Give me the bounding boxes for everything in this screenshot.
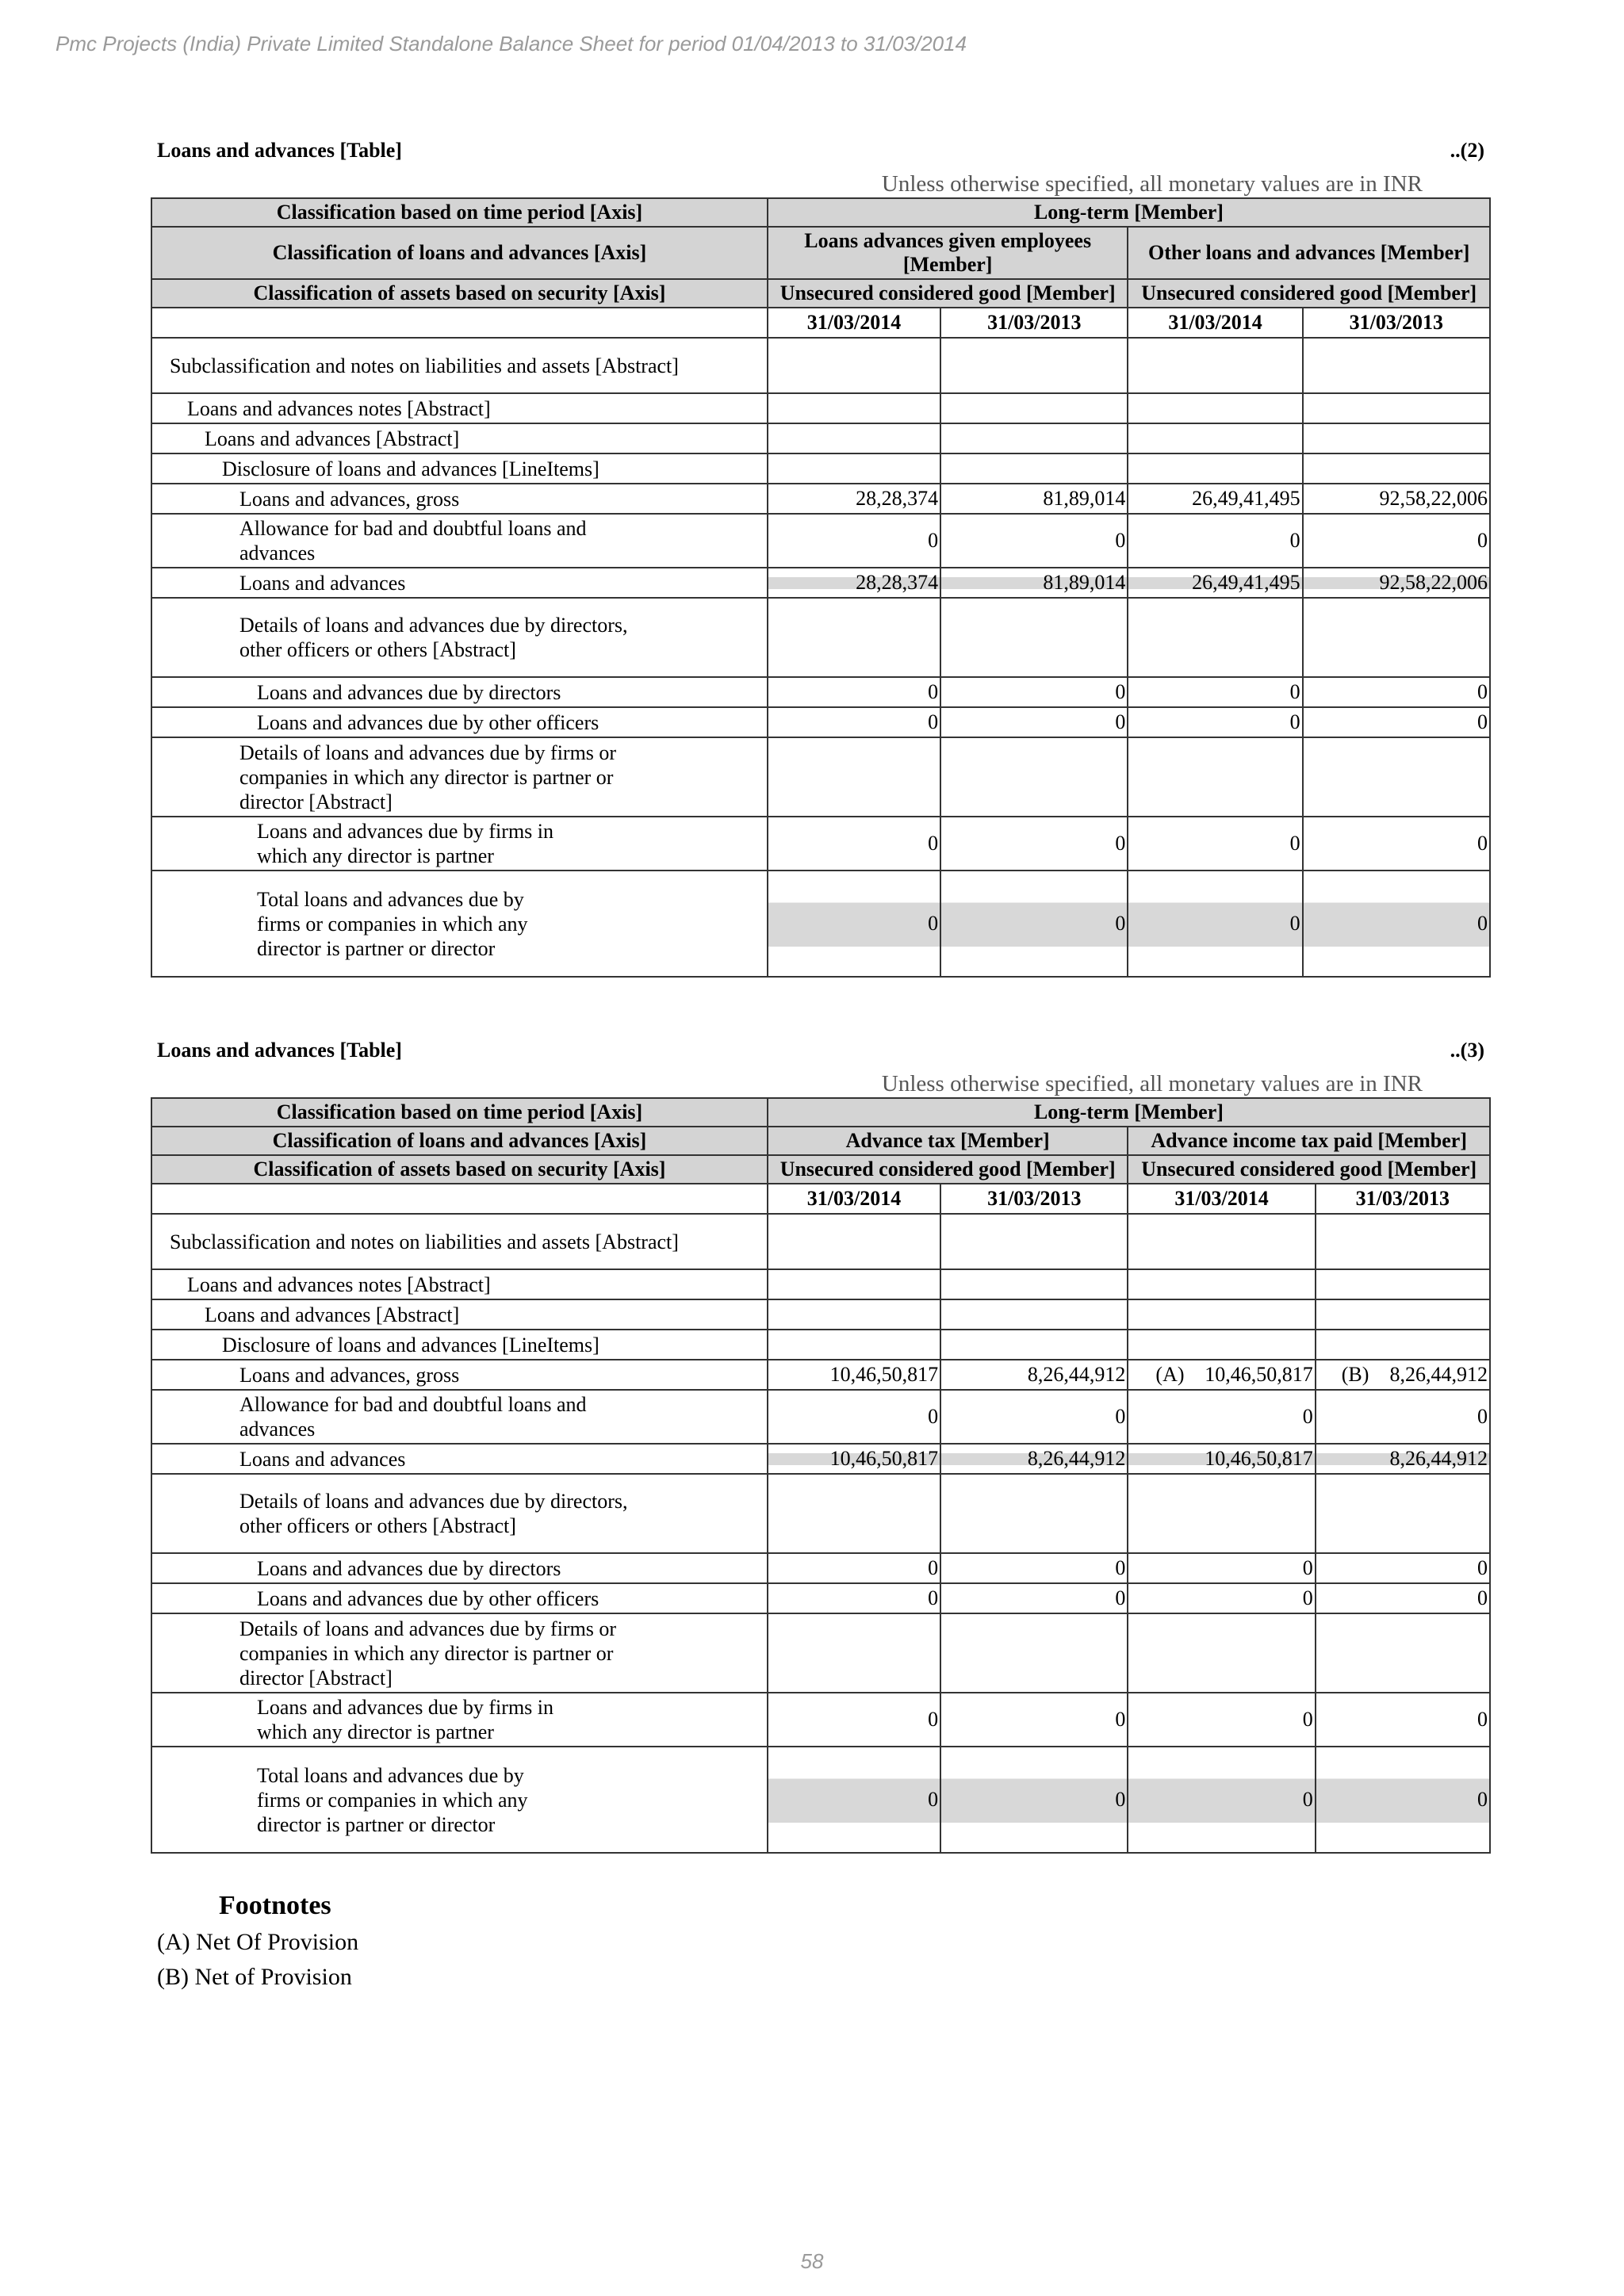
currency-note: Unless otherwise specified, all monetary values are in INR [881, 1071, 1423, 1096]
cell-value: 8,26,44,912 [1316, 1444, 1490, 1474]
cell-value: 0 [768, 1693, 940, 1747]
table-row [151, 514, 1490, 568]
row-label: Loans and advances due by firms in which any director is partner [151, 1693, 768, 1747]
cell-value: 0 [940, 1747, 1128, 1853]
cell-value: 0 [940, 514, 1128, 568]
security-b: Unsecured considered good [Member] [1128, 279, 1490, 308]
date-header-blank [151, 308, 768, 338]
footnote-item: (B) Net of Provision [157, 1964, 352, 1990]
footnote-ref[interactable]: (A) [1155, 1363, 1185, 1386]
table-row [151, 1360, 1490, 1390]
row-label: Details of loans and advances due by firms or companies in which any director is partner or director [Abstract] [151, 737, 768, 817]
cell-value: 0 [768, 677, 940, 707]
cell-value: 0 [940, 817, 1128, 871]
table-title-bar [151, 1039, 1491, 1070]
row-label: Loans and advances [151, 1444, 768, 1474]
cell-value: 0 [1303, 514, 1490, 568]
cell-value: 0 [1128, 871, 1302, 977]
cell-value: 0 [1128, 1747, 1315, 1853]
row-label: Disclosure of loans and advances [LineItems] [151, 453, 768, 484]
date-header: 31/03/2013 [940, 1184, 1128, 1214]
member-time: Long-term [Member] [768, 198, 1490, 227]
row-label: Loans and advances, gross [151, 1360, 768, 1390]
cell-value: 0 [1316, 1553, 1490, 1583]
cell-value: 28,28,374 [768, 484, 940, 514]
table-row [151, 1299, 1490, 1330]
security-b: Unsecured considered good [Member] [1128, 1155, 1490, 1184]
cell-value: 92,58,22,006 [1303, 484, 1490, 514]
cell-value: 0 [940, 871, 1128, 977]
date-header: 31/03/2013 [1316, 1184, 1490, 1214]
cell-value: 10,46,50,817 [768, 1360, 940, 1390]
table-title: Loans and advances [Table] [157, 1039, 402, 1062]
currency-note: Unless otherwise specified, all monetary values are in INR [881, 171, 1423, 197]
row-label: Details of loans and advances due by firms or companies in which any director is partner or director [Abstract] [151, 1613, 768, 1693]
table-row [151, 1269, 1490, 1299]
cell-value: 0 [768, 514, 940, 568]
cell-value: 0 [1316, 1747, 1490, 1853]
security-a: Unsecured considered good [Member] [768, 279, 1128, 308]
row-label: Loans and advances due by other officers [151, 1583, 768, 1613]
cell-value: 0 [768, 1390, 940, 1444]
cell-value: 0 [940, 1553, 1128, 1583]
cell-value: 0 [940, 1390, 1128, 1444]
cell-value: 81,89,014 [940, 484, 1128, 514]
table-row [151, 1474, 1490, 1553]
row-label: Allowance for bad and doubtful loans and advances [151, 1390, 768, 1444]
date-header: 31/03/2013 [1303, 308, 1490, 338]
row-label: Loans and advances due by firms in which any director is partner [151, 817, 768, 871]
cell-value: 0 [768, 1747, 940, 1853]
cell-amount: 10,46,50,817 [1205, 1363, 1313, 1386]
date-header: 31/03/2014 [1128, 1184, 1315, 1214]
cell-value: 0 [768, 1553, 940, 1583]
table-number: ..(2) [1450, 139, 1484, 162]
member-a: Loans advances given employees [Member] [768, 227, 1128, 279]
table-number: ..(3) [1450, 1039, 1484, 1062]
row-label: Loans and advances due by directors [151, 677, 768, 707]
axis-security-label: Classification of assets based on security [Axis] [151, 279, 768, 308]
table-row [151, 817, 1490, 871]
footnote-ref[interactable]: (B) [1341, 1363, 1369, 1386]
cell-value [1128, 1360, 1315, 1390]
cell-value: 0 [1303, 871, 1490, 977]
cell-value: 8,26,44,912 [940, 1360, 1128, 1390]
cell-value: 0 [1128, 1693, 1315, 1747]
cell-value: 10,46,50,817 [1128, 1444, 1315, 1474]
table-row [151, 677, 1490, 707]
cell-value: 0 [940, 677, 1128, 707]
table-row [151, 707, 1490, 737]
row-label: Allowance for bad and doubtful loans and advances [151, 514, 768, 568]
cell-value: 0 [1128, 677, 1302, 707]
cell-value: 0 [768, 871, 940, 977]
table-row [151, 1553, 1490, 1583]
axis-loans-label: Classification of loans and advances [Axis] [151, 1127, 768, 1155]
date-header: 31/03/2014 [768, 308, 940, 338]
data-table [151, 197, 1491, 978]
cell-value: 28,28,374 [768, 568, 940, 598]
cell-value: 26,49,41,495 [1128, 484, 1302, 514]
table-row [151, 338, 1490, 393]
table-row [151, 1747, 1490, 1853]
cell-value: 0 [1128, 1583, 1315, 1613]
axis-security-label: Classification of assets based on security [Axis] [151, 1155, 768, 1184]
table-row [151, 453, 1490, 484]
cell-value: 26,49,41,495 [1128, 568, 1302, 598]
table-row [151, 871, 1490, 977]
cell-amount: 8,26,44,912 [1389, 1363, 1488, 1386]
cell-value: 92,58,22,006 [1303, 568, 1490, 598]
cell-value: 0 [1316, 1390, 1490, 1444]
row-label: Loans and advances notes [Abstract] [151, 1269, 768, 1299]
table-row [151, 1214, 1490, 1269]
row-label: Total loans and advances due by firms or companies in which any director is partner or director [151, 871, 768, 977]
cell-value: 0 [1303, 707, 1490, 737]
row-label: Loans and advances, gross [151, 484, 768, 514]
member-b: Advance income tax paid [Member] [1128, 1127, 1490, 1155]
loans-table-3 [151, 1039, 1491, 1854]
cell-value: 0 [768, 707, 940, 737]
member-b: Other loans and advances [Member] [1128, 227, 1490, 279]
row-label: Loans and advances notes [Abstract] [151, 393, 768, 423]
table-title-bar [151, 139, 1491, 170]
row-label: Details of loans and advances due by directors, other officers or others [Abstract] [151, 1474, 768, 1553]
cell-value: 8,26,44,912 [940, 1444, 1128, 1474]
cell-value: 0 [1303, 817, 1490, 871]
cell-value: 0 [1128, 1553, 1315, 1583]
cell-value: 0 [1128, 1390, 1315, 1444]
cell-value: 81,89,014 [940, 568, 1128, 598]
table-row [151, 484, 1490, 514]
date-header: 31/03/2013 [940, 308, 1128, 338]
cell-value: 0 [940, 1583, 1128, 1613]
cell-value: 0 [1303, 677, 1490, 707]
table-row [151, 1444, 1490, 1474]
cell-value: 0 [1316, 1693, 1490, 1747]
cell-value: 0 [940, 1693, 1128, 1747]
cell-value: 0 [940, 707, 1128, 737]
page-number: 58 [800, 2249, 824, 2273]
axis-time-label: Classification based on time period [Axis] [151, 198, 768, 227]
footnote-item: (A) Net Of Provision [157, 1929, 359, 1955]
cell-value: 0 [1128, 817, 1302, 871]
date-header: 31/03/2014 [1128, 308, 1302, 338]
table-row [151, 737, 1490, 817]
table-row [151, 1613, 1490, 1693]
loans-table-2 [151, 139, 1491, 978]
footnotes-title: Footnotes [219, 1891, 331, 1920]
date-header-blank [151, 1184, 768, 1214]
page-header: Pmc Projects (India) Private Limited Standalone Balance Sheet for period 01/04/2013 to 31/03/2014 [56, 32, 967, 55]
row-label: Loans and advances [Abstract] [151, 1299, 768, 1330]
row-label: Loans and advances due by directors [151, 1553, 768, 1583]
table-row [151, 423, 1490, 453]
cell-value: 0 [1316, 1583, 1490, 1613]
cell-value: 10,46,50,817 [768, 1444, 940, 1474]
security-a: Unsecured considered good [Member] [768, 1155, 1128, 1184]
table-row [151, 1390, 1490, 1444]
table-row [151, 568, 1490, 598]
table-row [151, 598, 1490, 677]
row-label: Loans and advances [Abstract] [151, 423, 768, 453]
member-time: Long-term [Member] [768, 1098, 1490, 1127]
row-label: Disclosure of loans and advances [LineItems] [151, 1330, 768, 1360]
table-row [151, 1330, 1490, 1360]
row-label: Loans and advances [151, 568, 768, 598]
row-label: Subclassification and notes on liabilities and assets [Abstract] [151, 338, 768, 393]
axis-time-label: Classification based on time period [Axis] [151, 1098, 768, 1127]
cell-value: 0 [768, 1583, 940, 1613]
cell-value [1316, 1360, 1490, 1390]
member-a: Advance tax [Member] [768, 1127, 1128, 1155]
table-title: Loans and advances [Table] [157, 139, 402, 162]
row-label: Details of loans and advances due by directors, other officers or others [Abstract] [151, 598, 768, 677]
table-row [151, 1693, 1490, 1747]
cell-value: 0 [768, 817, 940, 871]
cell-value: 0 [1128, 707, 1302, 737]
data-table [151, 1097, 1491, 1854]
table-row [151, 1583, 1490, 1613]
table-row [151, 393, 1490, 423]
cell-value: 0 [1128, 514, 1302, 568]
footnotes-section [151, 1891, 358, 1999]
row-label: Subclassification and notes on liabilities and assets [Abstract] [151, 1214, 768, 1269]
date-header: 31/03/2014 [768, 1184, 940, 1214]
row-label: Total loans and advances due by firms or companies in which any director is partner or director [151, 1747, 768, 1853]
axis-loans-label: Classification of loans and advances [Axis] [151, 227, 768, 279]
row-label: Loans and advances due by other officers [151, 707, 768, 737]
